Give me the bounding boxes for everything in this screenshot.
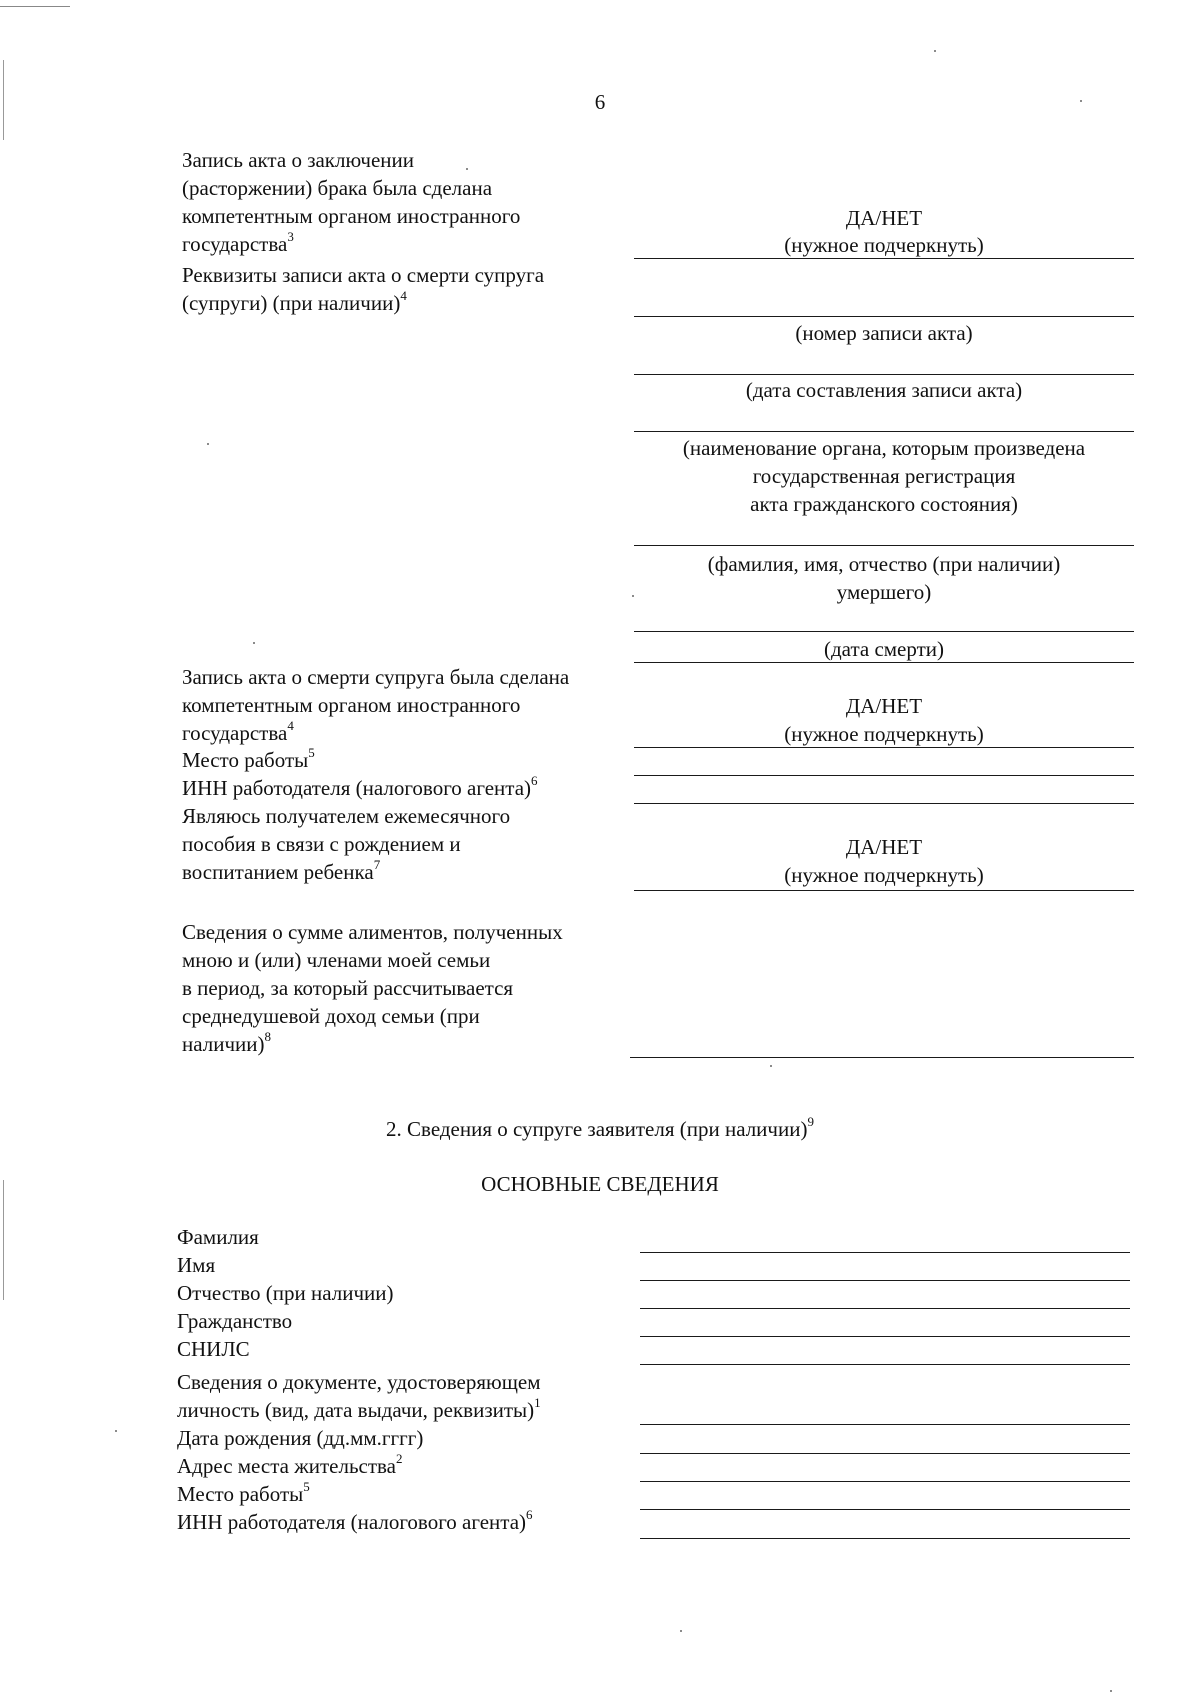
scan-edge-top <box>0 6 70 7</box>
alimony-line[interactable] <box>630 1057 1134 1058</box>
section-2-subheading: ОСНОВНЫЕ СВЕДЕНИЯ <box>481 1172 719 1196</box>
scan-speck <box>680 1630 682 1632</box>
spouse-citizenship-line[interactable] <box>640 1336 1130 1337</box>
label-spouse-name: Имя <box>177 1253 216 1277</box>
spouse-patronymic-line[interactable] <box>640 1308 1130 1309</box>
scan-speck <box>1110 1690 1112 1692</box>
registry-authority-line[interactable] <box>634 431 1134 432</box>
workplace-line[interactable] <box>634 775 1134 776</box>
scan-speck <box>770 1065 772 1067</box>
spouse-workplace-line[interactable] <box>640 1509 1130 1510</box>
label-spouse-employer-inn: ИНН работодателя (налогового агента)$^6$ <box>177 1507 533 1534</box>
scan-speck <box>466 168 468 170</box>
underline-hint-1: (нужное подчеркнуть) <box>784 233 984 257</box>
label-spouse-birth-date: Дата рождения (дд.мм.гггг) <box>177 1426 424 1450</box>
scan-speck <box>934 50 936 52</box>
page-number: 6 <box>594 90 606 114</box>
scan-speck <box>253 642 255 644</box>
scan-edge-left-lower <box>3 1180 4 1300</box>
underline-hint-3: (нужное подчеркнуть) <box>784 863 984 887</box>
yes-no-option-2[interactable]: ДА/НЕТ <box>845 694 923 718</box>
spouse-snils-line[interactable] <box>640 1364 1130 1365</box>
death-date-caption: (дата смерти) <box>823 637 945 661</box>
spouse-surname-line[interactable] <box>640 1252 1130 1253</box>
underline-hint-2: (нужное подчеркнуть) <box>784 722 984 746</box>
answer-line-2[interactable] <box>634 747 1134 748</box>
yes-no-option-1[interactable]: ДА/НЕТ <box>845 206 923 230</box>
scan-speck <box>632 595 634 597</box>
record-date-line[interactable] <box>634 374 1134 375</box>
spouse-birth-date-line[interactable] <box>640 1453 1130 1454</box>
scan-speck <box>207 443 209 445</box>
employer-inn-line[interactable] <box>634 803 1134 804</box>
death-date-underline <box>634 662 1134 663</box>
yes-no-option-3[interactable]: ДА/НЕТ <box>845 835 923 859</box>
record-date-caption: (дата составления записи акта) <box>745 378 1023 402</box>
spouse-id-document-line[interactable] <box>640 1424 1130 1425</box>
label-spouse-patronymic: Отчество (при наличии) <box>177 1281 394 1305</box>
death-date-line[interactable] <box>634 631 1134 632</box>
label-spouse-snils: СНИЛС <box>177 1337 250 1361</box>
spouse-employer-inn-line[interactable] <box>640 1538 1130 1539</box>
record-number-caption: (номер записи акта) <box>795 321 973 345</box>
spouse-name-line[interactable] <box>640 1280 1130 1281</box>
document-page: 6 Запись акта о заключении (расторжении) брака была сделана компетентным органом иностранного государства$^3$ ДА/НЕТ (нужное подчеркнуть) Реквизиты записи акта о смерти супруга (супруги) (при наличии)$^4$ (номер записи акта) (дата составления записи акта) (наименование органа, которым произведена государственная регистрация акта гражданского состояния) (фамилия, имя, отчество (при наличии) умершего) (дата смерти) Запись акта о смерти супруга была сделана компетентным органом иностранного государства$^4$ ДА/НЕТ (нужное подчеркнуть) Место работы$^5$ ИНН работодателя (налогового агента)$^6$ Являюсь получателем ежемесячного пособия в связи с рождением и воспитанием ребенка$^7$ ДА/НЕТ (нужное подчеркнуть) Сведения о сумме алиментов, полученных мною и (или) членами моей семьи в период, за который рассчитывается среднедушевой доход семьи (при наличии)$^8$ 2. Сведения о супруге заявителя (при наличии)$^9$ ОСНОВНЫЕ СВЕДЕНИЯ Фамилия Имя Отчество (при наличии) Гражданство СНИЛС Сведения о документе, удостоверяющем личность (вид, дата выдачи, реквизиты)$^1$ Дата рождения (дд.мм.гггг) Адрес места жительства$^2$ Место работы$^5$ ИНН работодателя (налогового агента)$^6$ <box>0 0 1200 1702</box>
label-spouse-workplace: Место работы$^5$ <box>177 1479 310 1506</box>
label-employer-inn: ИНН работодателя (налогового агента)$^6$ <box>182 773 538 800</box>
answer-line-1[interactable] <box>634 258 1134 259</box>
scan-speck <box>115 1430 117 1432</box>
scan-edge-left <box>3 60 4 140</box>
label-spouse-address: Адрес места жительства$^2$ <box>177 1451 403 1478</box>
scan-speck <box>1080 100 1082 102</box>
deceased-name-line[interactable] <box>634 545 1134 546</box>
spouse-address-line[interactable] <box>640 1481 1130 1482</box>
section-2-heading: 2. Сведения о супруге заявителя (при наличии)$^9$ <box>386 1114 814 1141</box>
label-spouse-surname: Фамилия <box>177 1225 259 1249</box>
answer-line-3[interactable] <box>634 890 1134 891</box>
label-spouse-citizenship: Гражданство <box>177 1309 293 1333</box>
label-workplace: Место работы$^5$ <box>182 745 315 772</box>
record-number-line[interactable] <box>634 316 1134 317</box>
